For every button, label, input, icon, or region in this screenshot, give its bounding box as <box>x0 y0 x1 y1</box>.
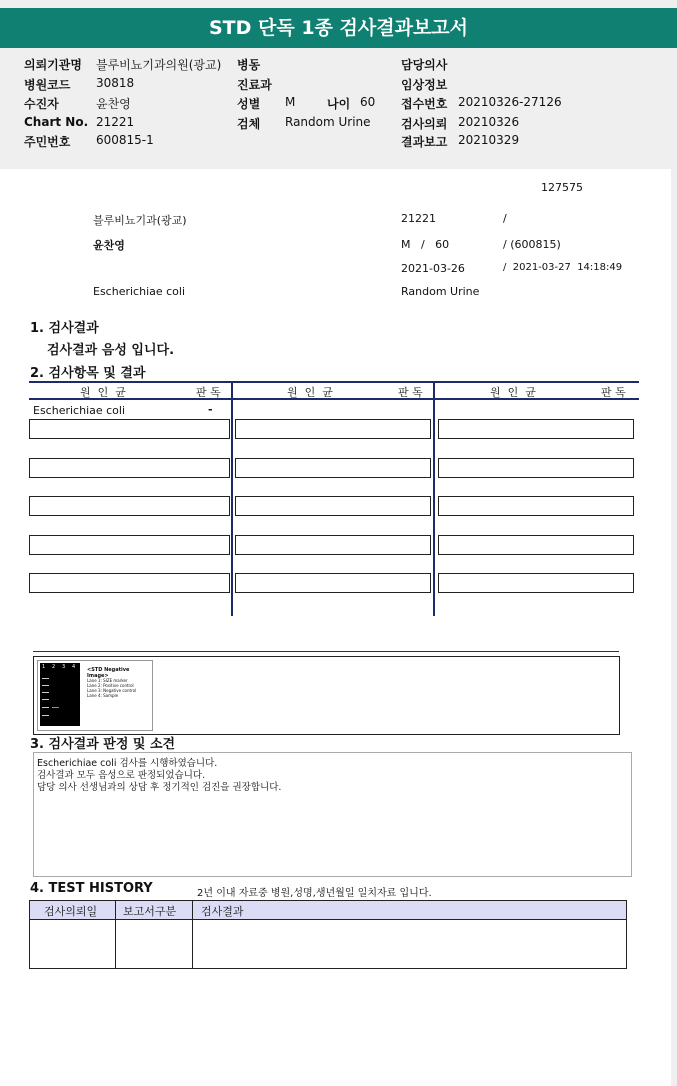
chart-label: Chart No. <box>24 115 89 129</box>
id-label: 주민번호 <box>24 135 71 149</box>
patient-label: 수진자 <box>24 97 59 111</box>
form-slash: / <box>503 212 507 225</box>
request-label: 검사의뢰 <box>401 117 448 131</box>
form-organism: Escherichiae coli <box>93 285 186 298</box>
history-col-type: 보고서구분 <box>123 905 177 918</box>
form-reported: / 2021-03-27 14:18:49 <box>503 262 623 273</box>
gel-photo <box>40 663 80 726</box>
chart-value: 21221 <box>96 115 135 129</box>
form-number: 127575 <box>541 181 583 194</box>
result-cell <box>235 535 431 555</box>
request-value: 20210326 <box>458 115 520 129</box>
opinion-line: 담당 의사 선생님과의 상담 후 정기적인 검진을 권장합니다. <box>37 782 282 793</box>
result-cell <box>438 419 634 439</box>
col-organism-3: 원 인 균 <box>490 386 536 399</box>
history-divider-2 <box>192 900 193 969</box>
sex-label: 성별 <box>237 97 261 111</box>
result-organism: Escherichiae coli <box>33 404 126 417</box>
result-cell <box>235 458 431 478</box>
age-value: 60 <box>360 95 376 109</box>
result-cell <box>235 496 431 516</box>
opinion-line: Escherichiae coli 검사를 시행하였습니다. <box>37 758 218 769</box>
code-value: 30818 <box>96 76 135 90</box>
gel-image <box>37 660 153 731</box>
gel-band <box>52 707 59 708</box>
result-cell <box>438 535 634 555</box>
result-cell <box>29 419 230 439</box>
opinion-box <box>33 752 632 877</box>
clinical-label: 임상정보 <box>401 78 448 92</box>
form-chart: 21221 <box>401 212 436 225</box>
gel-legend: Lane 2: Positive control <box>87 683 134 688</box>
form-clinic: 블루비뇨기과(광교) <box>93 214 187 227</box>
result-cell <box>438 458 634 478</box>
accession-value: 20210326-27126 <box>458 95 562 109</box>
col-result-3: 판 독 <box>601 386 626 399</box>
history-header <box>29 900 627 920</box>
result-cell <box>29 496 230 516</box>
form-collected: 2021-03-26 <box>401 262 465 275</box>
section4-heading: 4. TEST HISTORY <box>30 881 153 896</box>
col-organism-2: 원 인 균 <box>287 386 333 399</box>
result-value: - <box>208 403 213 416</box>
gel-top-rule <box>33 651 619 652</box>
result-cell <box>29 458 230 478</box>
result-cell <box>438 573 634 593</box>
col-result-1: 판 독 <box>196 386 221 399</box>
form-specimen: Random Urine <box>401 285 480 298</box>
table-divider-1 <box>231 381 233 616</box>
table-top-rule <box>29 381 639 383</box>
section2-heading: 2. 검사항목 및 결과 <box>30 366 146 381</box>
result-cell <box>29 535 230 555</box>
col-organism-1: 원 인 균 <box>80 386 126 399</box>
hospital-label: 의뢰기관명 <box>24 58 82 72</box>
id-value: 600815-1 <box>96 133 154 147</box>
gel-band <box>42 715 49 716</box>
col-result-2: 판 독 <box>398 386 423 399</box>
doctor-label: 담당의사 <box>401 58 448 72</box>
result-cell <box>438 496 634 516</box>
form-sex-age: M / 60 <box>401 238 450 251</box>
hospital-value: 블루비뇨기과의원(광교) <box>96 58 222 72</box>
report-label: 결과보고 <box>401 135 448 149</box>
history-divider-1 <box>115 900 116 969</box>
result-cell <box>29 573 230 593</box>
gel-band <box>42 685 49 686</box>
gel-lane-label: 2 <box>52 664 56 670</box>
report-title: STD 단독 1종 검사결과보고서 <box>0 8 677 48</box>
sex-value: M <box>285 95 296 109</box>
specimen-label: 검체 <box>237 117 261 131</box>
gel-band <box>42 678 49 679</box>
code-label: 병원코드 <box>24 78 71 92</box>
gel-lane-label: 1 <box>42 664 46 670</box>
accession-label: 접수번호 <box>401 97 448 111</box>
dept-label: 진료과 <box>237 78 272 92</box>
table-divider-2 <box>433 381 435 616</box>
gel-band <box>42 692 49 693</box>
ward-label: 병동 <box>237 58 261 72</box>
gel-band <box>42 707 49 708</box>
form-birth: / (600815) <box>503 238 561 251</box>
patient-value: 윤찬영 <box>96 97 131 111</box>
gel-lane-label: 4 <box>72 664 76 670</box>
section3-heading: 3. 검사결과 판정 및 소견 <box>30 737 176 752</box>
gel-legend: Lane 4: Sample <box>87 693 119 698</box>
history-body <box>29 918 627 969</box>
opinion-line: 검사결과 모두 음성으로 판정되었습니다. <box>37 770 206 781</box>
history-col-result: 검사결과 <box>201 905 244 918</box>
form-patient: 윤찬영 <box>93 239 125 252</box>
report-value: 20210329 <box>458 133 520 147</box>
section1-summary: 검사결과 음성 입니다. <box>47 343 175 358</box>
section1-heading: 1. 검사결과 <box>30 321 99 336</box>
gel-band <box>42 699 49 700</box>
age-label: 나이 <box>327 97 351 111</box>
section4-note: 2년 이내 자료중 병원,성명,생년월일 일치자료 입니다. <box>197 888 432 899</box>
history-col-date: 검사의뢰일 <box>44 905 98 918</box>
gel-lane-label: 3 <box>62 664 66 670</box>
result-cell <box>235 419 431 439</box>
specimen-value: Random Urine <box>285 115 371 129</box>
gel-legend: Lane 3: Negative control <box>87 688 137 693</box>
result-cell <box>235 573 431 593</box>
gel-title: <STD Negative Image> <box>87 667 130 679</box>
gel-legend: Lane 1: SIZE marker <box>87 678 128 683</box>
